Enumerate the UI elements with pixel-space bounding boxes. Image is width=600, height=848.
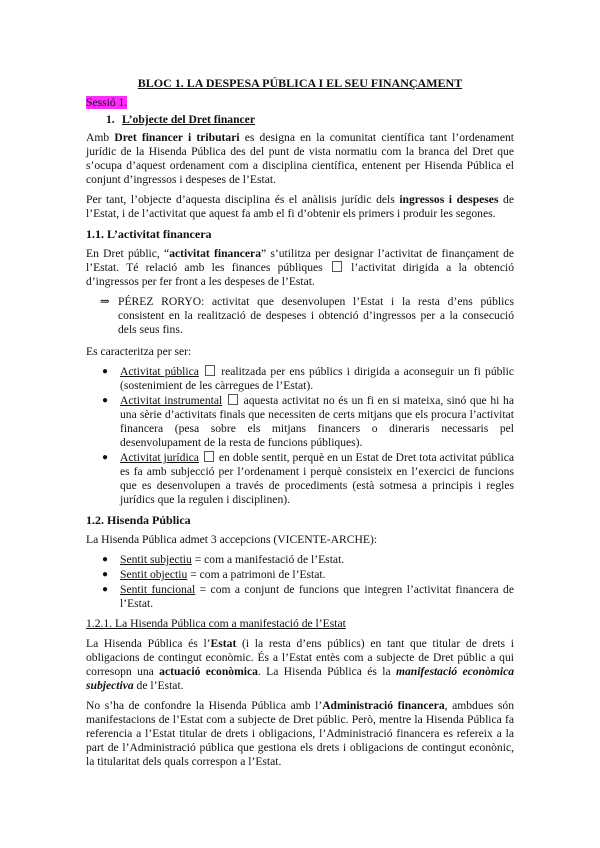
bullet-icon: ● bbox=[102, 554, 109, 565]
bold-term: Estat bbox=[210, 637, 237, 650]
characteristic-label: Activitat instrumental bbox=[120, 394, 223, 407]
list-item: ● Sentit subjectiu = com a manifestació de l’Estat. bbox=[102, 553, 345, 566]
section-heading-1 bbox=[106, 113, 514, 127]
bold-term: Administració financera bbox=[322, 699, 445, 712]
paragraph-estat: La Hisenda Pública és l’Estat (i la resta d’ens públics) en tant que titular de drets i obligacions de contingut econòmic. És a l’Estat entès com a subjecte de Dret públic a qui corresopn una actuació econòmica. La Hisenda Pública és la manifestació econòmica subjectiva de l’Estat. bbox=[86, 637, 515, 692]
paragraph-activitat-financera: En Dret públic, “activitat financera” s’utilitza per designar l’activitat de finançament de l’Estat. Té relació amb les finances públiques l’activitat dirigida a la obtenció d’ingressos per fer front a les despeses de l’Estat. bbox=[86, 247, 515, 288]
bullet-icon: ● bbox=[102, 569, 109, 580]
heading-activitat-financera: 1.1. L’activitat financera bbox=[86, 227, 212, 241]
subheading-manifestacio: 1.2.1. La Hisenda Pública com a manifestació de l’Estat bbox=[86, 617, 346, 630]
list-item: ● Sentit objectiu = com a patrimoni de l’Estat. bbox=[102, 568, 326, 581]
bold-term: Dret financer i tributari bbox=[114, 131, 240, 144]
placeholder-glyph-icon bbox=[332, 261, 342, 272]
heading-hisenda-publica: 1.2. Hisenda Pública bbox=[86, 513, 191, 527]
list-item: ● Activitat jurídica en doble sentit, perquè en un Estat de Dret tota activitat pública es fa amb subjecció per l’ordenament i perquè consisteix en l’exercici de funcions que es desenvolupen a través de procediments (està sotmesa a principis i regles jurídics que la regulen i disciplinen). bbox=[102, 451, 515, 506]
paragraph-dret-financer: Amb Dret financer i tributari es designa en la comunitat científica tant l’ordenament jurídic de la Hisenda Pública des del punt de vista normatiu com la branca del Dret que s’ocupa d’aquest ordenament com a disciplina científica, entenent per Hisenda Pública el conjunt d’ingressos i despeses de l’Estat. bbox=[86, 131, 514, 186]
characteristic-label: Activitat pública bbox=[120, 365, 199, 378]
sense-label: Sentit objectiu bbox=[120, 568, 188, 581]
sense-label: Sentit funcional bbox=[120, 583, 196, 596]
characteristics-list bbox=[102, 365, 514, 507]
section-number: 1. bbox=[106, 113, 115, 126]
list-item: ● Sentit funcional = com a conjunt de funcions que integren l’activitat financera de l’Estat. bbox=[102, 583, 514, 610]
bold-term: ingressos i despeses bbox=[399, 193, 499, 206]
session-label bbox=[86, 96, 514, 110]
list-item: ● Activitat instrumental aquesta activitat no és un fi en si mateixa, sinó que hi ha una sèrie d’activitats finals que necessiten de certs mitjans que els procura l’activitat financera (pesa sobre els mitjans financers o dineraris necessaris pel desenvolupament de la resta de funcions públiques). bbox=[102, 394, 514, 449]
list-item: ● Activitat pública realitzada per ens públics i dirigida a aconseguir un fi públic (sostenimient de les càrregues de l’Estat). bbox=[102, 365, 515, 392]
paragraph-caracteritza: Es caracteritza per ser: bbox=[86, 345, 192, 358]
right-arrow-icon: ⇒ bbox=[100, 295, 110, 308]
placeholder-glyph-icon bbox=[205, 365, 215, 376]
section-label: L’objecte del Dret financer bbox=[122, 113, 255, 126]
paragraph-objecte: Per tant, l’objecte d’aquesta disciplina és el anàlisis jurídic dels ingressos i despeses de l’Estat, i de l’activitat que aquest fa amb el fi d’obtenir els primers i produir les segones. bbox=[86, 193, 514, 220]
sense-label: Sentit subjectiu bbox=[120, 553, 192, 566]
bullet-icon: ● bbox=[102, 366, 109, 377]
session-highlight: Sessió 1. bbox=[86, 96, 128, 109]
bullet-icon: ● bbox=[102, 395, 109, 406]
definition-text: PÉREZ RORYO: activitat que desenvolupen l’Estat i la resta d’ens públics consistent en la realització de despeses i obtenció d’ingressos per a la consecució dels seus fins. bbox=[118, 295, 514, 336]
bold-italic-term: manifestació econòmica subjectiva bbox=[86, 665, 515, 692]
bullet-icon: ● bbox=[102, 452, 109, 463]
placeholder-glyph-icon bbox=[228, 394, 238, 405]
document-page bbox=[86, 76, 514, 775]
bullet-icon: ● bbox=[102, 584, 109, 595]
senses-list bbox=[102, 553, 514, 611]
paragraph-administracio: No s’ha de confondre la Hisenda Pública amb l’Administració financera, ambdues són manifestacions de l’Estat com a subjecte de Dret públic. Però, mentre la Hisenda Pública fa referencia a l’Estat titular de drets i obligacions, l’Administració financera es refereix a la part de l’Administració pública que gestiona els drets i obligacions de contingut econònic, la titularitat dels quals correspon a l’Estat. bbox=[86, 699, 514, 768]
bold-term: activitat financera bbox=[169, 247, 262, 260]
document-title: BLOC 1. LA DESPESA PÚBLICA I EL SEU FINANÇAMENT bbox=[137, 76, 463, 90]
placeholder-glyph-icon bbox=[204, 451, 214, 462]
arrow-definition bbox=[100, 295, 514, 337]
paragraph-accepcions: La Hisenda Pública admet 3 accepcions (VICENTE-ARCHE): bbox=[86, 533, 378, 546]
bold-term: actuació econòmica bbox=[159, 665, 258, 678]
characteristic-label: Activitat jurídica bbox=[120, 451, 199, 464]
